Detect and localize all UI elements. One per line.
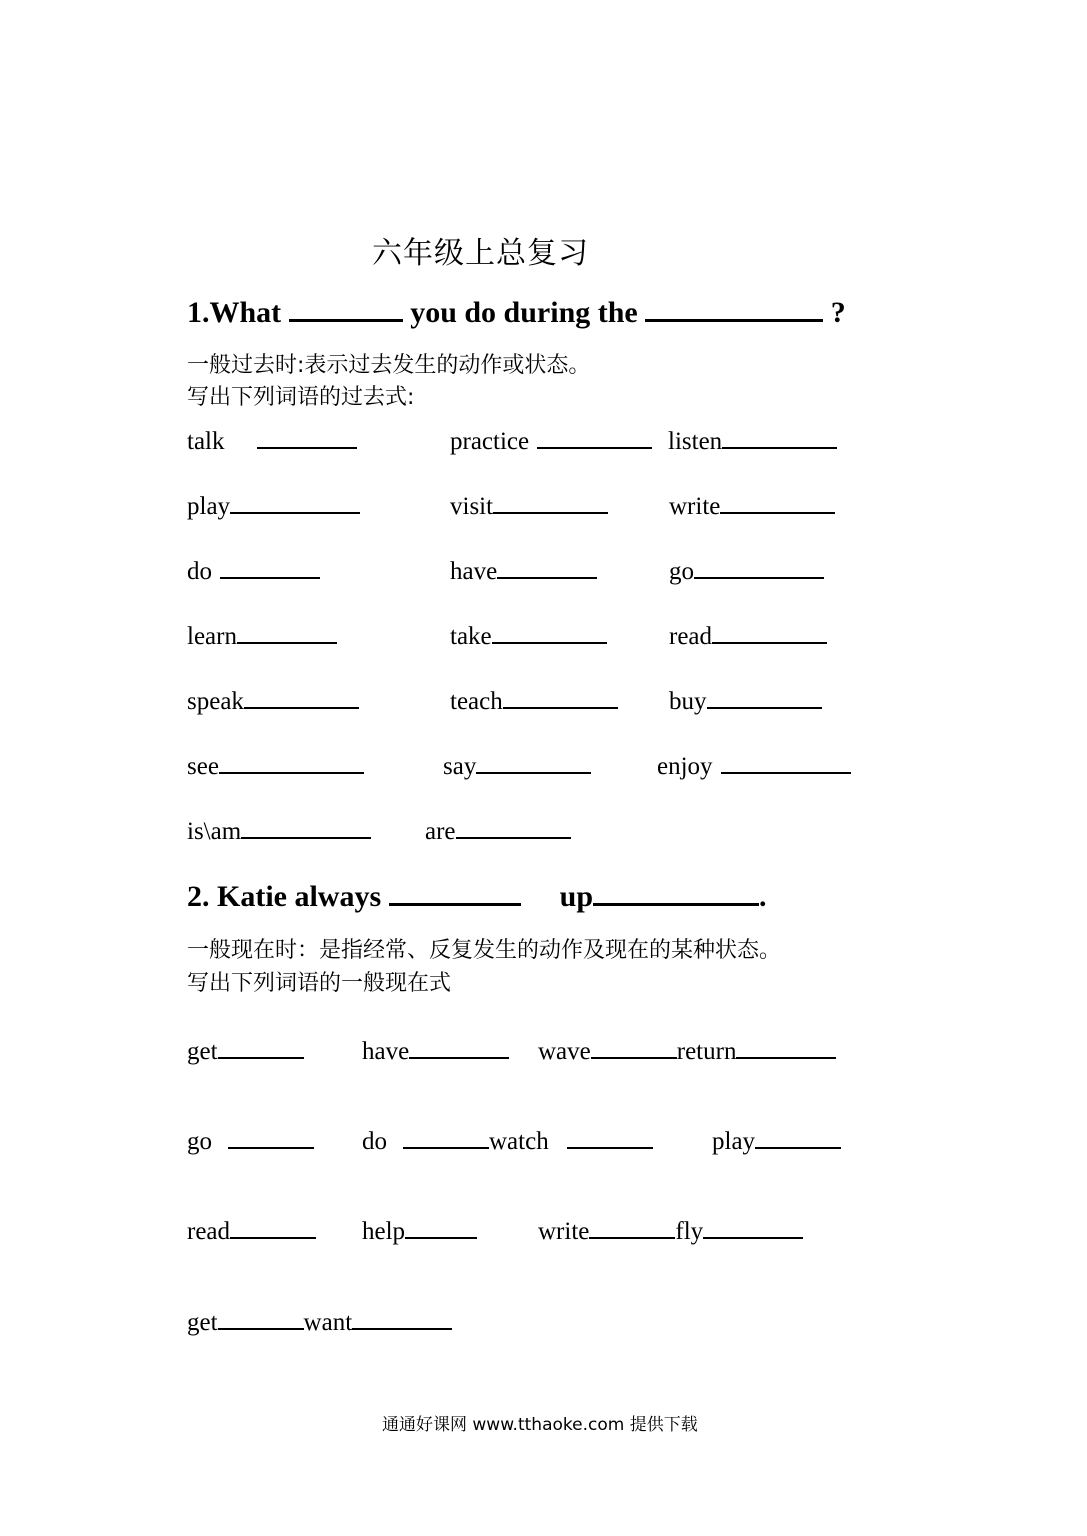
answer-blank[interactable] bbox=[720, 510, 835, 514]
word-label: enjoy bbox=[657, 753, 713, 780]
answer-blank[interactable] bbox=[218, 1326, 304, 1330]
word-item bbox=[187, 428, 357, 456]
answer-blank[interactable] bbox=[722, 445, 837, 449]
word-label: take bbox=[450, 623, 492, 650]
answer-blank[interactable] bbox=[503, 705, 618, 709]
present-tense-rule: 一般现在时：是指经常、反复发生的动作及现在的某种状态。 bbox=[187, 938, 782, 963]
word-label: play bbox=[187, 493, 231, 520]
question-2-end: . bbox=[759, 880, 767, 913]
answer-blank[interactable] bbox=[567, 1145, 653, 1149]
word-item bbox=[450, 558, 597, 586]
word-label: wave bbox=[538, 1038, 591, 1065]
question-1-end: ? bbox=[830, 296, 846, 329]
word-label: write bbox=[669, 493, 721, 520]
word-label: get bbox=[187, 1038, 218, 1065]
word-item bbox=[425, 818, 571, 846]
answer-blank[interactable] bbox=[694, 575, 824, 579]
word-label: watch bbox=[489, 1128, 549, 1155]
answer-blank[interactable] bbox=[591, 1055, 677, 1059]
word-item bbox=[450, 688, 618, 716]
answer-blank[interactable] bbox=[755, 1145, 841, 1149]
word-item bbox=[187, 1038, 304, 1066]
word-item bbox=[187, 623, 337, 651]
answer-blank[interactable] bbox=[492, 640, 607, 644]
word-label: go bbox=[669, 558, 694, 585]
answer-blank[interactable] bbox=[409, 1055, 509, 1059]
word-label: visit bbox=[450, 493, 494, 520]
word-item bbox=[187, 753, 364, 781]
answer-blank[interactable] bbox=[218, 1055, 304, 1059]
answer-blank[interactable] bbox=[230, 510, 360, 514]
word-label: say bbox=[443, 753, 477, 780]
question-1-middle: you do during the bbox=[410, 296, 638, 329]
word-item bbox=[187, 558, 320, 586]
question-2 bbox=[187, 880, 767, 914]
word-label: have bbox=[450, 558, 498, 585]
word-label: talk bbox=[187, 428, 225, 455]
question-2-start: 2. Katie always bbox=[187, 880, 382, 913]
word-item bbox=[669, 558, 824, 586]
answer-blank[interactable] bbox=[456, 835, 571, 839]
question-1-blank-1[interactable] bbox=[289, 319, 403, 322]
answer-blank[interactable] bbox=[589, 1235, 675, 1239]
answer-blank[interactable] bbox=[352, 1326, 452, 1330]
word-item bbox=[538, 1218, 803, 1246]
answer-blank[interactable] bbox=[219, 770, 364, 774]
answer-blank[interactable] bbox=[497, 575, 597, 579]
word-item bbox=[712, 1128, 841, 1156]
answer-blank[interactable] bbox=[493, 510, 608, 514]
word-label: do bbox=[362, 1128, 387, 1155]
word-label: buy bbox=[669, 688, 707, 715]
answer-blank[interactable] bbox=[403, 1145, 489, 1149]
word-item bbox=[187, 493, 360, 521]
answer-blank[interactable] bbox=[736, 1055, 836, 1059]
answer-blank[interactable] bbox=[476, 770, 591, 774]
question-2-middle: up bbox=[559, 880, 594, 913]
word-label: is\am bbox=[187, 818, 242, 845]
answer-blank[interactable] bbox=[537, 445, 652, 449]
word-label: speak bbox=[187, 688, 244, 715]
question-1-blank-2[interactable] bbox=[645, 319, 823, 322]
word-label: read bbox=[187, 1218, 231, 1245]
answer-blank[interactable] bbox=[257, 445, 357, 449]
answer-blank[interactable] bbox=[237, 640, 337, 644]
word-item bbox=[669, 493, 835, 521]
word-label: listen bbox=[668, 428, 723, 455]
word-label: fly bbox=[675, 1218, 704, 1245]
word-item bbox=[657, 753, 851, 781]
word-item bbox=[669, 688, 822, 716]
word-label: return bbox=[676, 1038, 737, 1065]
word-label: see bbox=[187, 753, 219, 780]
word-label: learn bbox=[187, 623, 237, 650]
answer-blank[interactable] bbox=[721, 770, 851, 774]
word-label: do bbox=[187, 558, 212, 585]
past-tense-rule: 一般过去时:表示过去发生的动作或状态。 bbox=[187, 353, 591, 378]
answer-blank[interactable] bbox=[230, 1235, 316, 1239]
word-item bbox=[187, 1218, 316, 1246]
past-tense-instruction: 写出下列词语的过去式: bbox=[187, 385, 415, 410]
word-label: have bbox=[362, 1038, 410, 1065]
answer-blank[interactable] bbox=[220, 575, 320, 579]
question-1 bbox=[187, 296, 846, 330]
word-label: practice bbox=[450, 428, 530, 455]
word-item bbox=[187, 1309, 452, 1337]
present-tense-instruction: 写出下列词语的一般现在式 bbox=[187, 971, 452, 996]
word-item bbox=[450, 493, 608, 521]
word-label: teach bbox=[450, 688, 503, 715]
word-label: are bbox=[425, 818, 456, 845]
answer-blank[interactable] bbox=[707, 705, 822, 709]
page-title: 六年级上总复习 bbox=[372, 237, 589, 270]
word-item bbox=[362, 1128, 653, 1156]
word-item bbox=[362, 1218, 477, 1246]
word-label: get bbox=[187, 1309, 218, 1336]
answer-blank[interactable] bbox=[241, 835, 371, 839]
word-item bbox=[538, 1038, 836, 1066]
word-label: help bbox=[362, 1218, 406, 1245]
question-1-start: 1.What bbox=[187, 296, 282, 329]
word-item bbox=[187, 818, 371, 846]
word-item bbox=[187, 1128, 314, 1156]
answer-blank[interactable] bbox=[405, 1235, 477, 1239]
word-item bbox=[668, 428, 837, 456]
word-item bbox=[362, 1038, 509, 1066]
question-2-blank-1[interactable] bbox=[389, 903, 521, 906]
word-item bbox=[187, 688, 359, 716]
word-item bbox=[450, 428, 652, 456]
word-item bbox=[450, 623, 607, 651]
answer-blank[interactable] bbox=[244, 705, 359, 709]
word-label: play bbox=[712, 1128, 756, 1155]
word-item bbox=[669, 623, 827, 651]
page-footer: 通通好课网 www.tthaoke.com 提供下载 bbox=[382, 1415, 698, 1435]
question-2-blank-2[interactable] bbox=[593, 903, 759, 906]
word-label: read bbox=[669, 623, 713, 650]
answer-blank[interactable] bbox=[712, 640, 827, 644]
word-label: write bbox=[538, 1218, 590, 1245]
word-item bbox=[443, 753, 591, 781]
word-label: go bbox=[187, 1128, 212, 1155]
answer-blank[interactable] bbox=[228, 1145, 314, 1149]
word-label: want bbox=[303, 1309, 353, 1336]
answer-blank[interactable] bbox=[703, 1235, 803, 1239]
